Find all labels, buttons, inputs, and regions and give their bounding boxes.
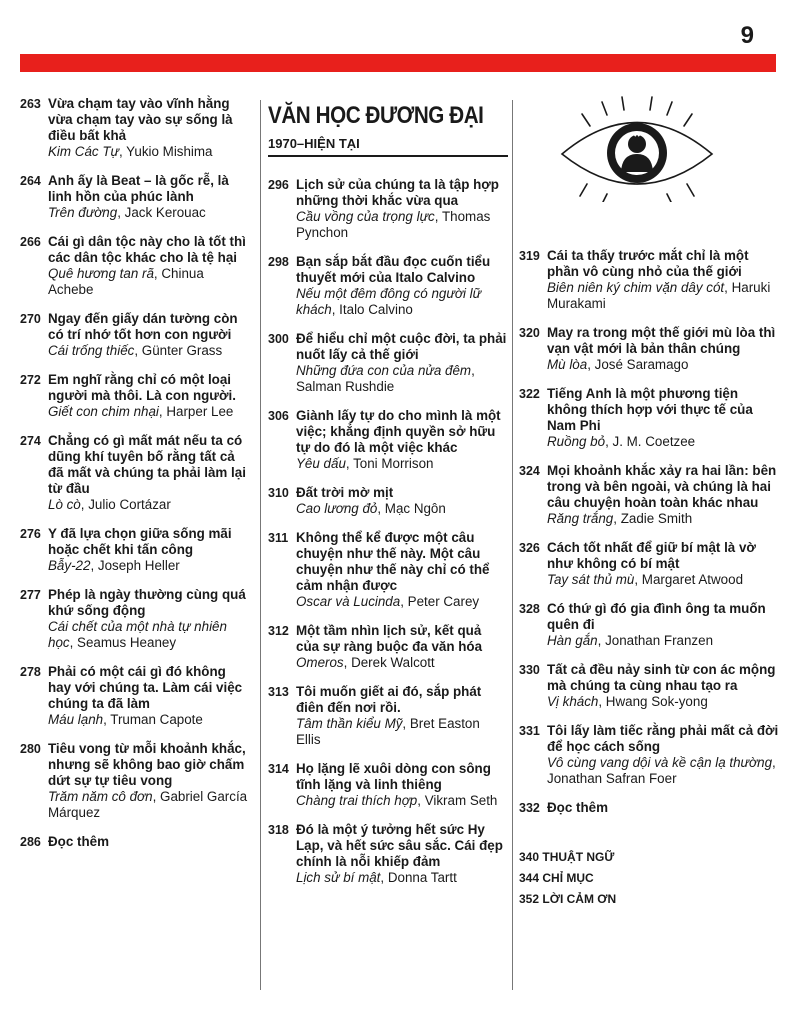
toc-book-title: Oscar và Lucinda xyxy=(296,594,401,609)
toc-entry xyxy=(20,664,252,728)
toc-entry xyxy=(519,723,779,787)
toc-quote: Đó là một ý tưởng hết sức Hy Lạp, và hết sức sâu sắc. Cái đẹp chính là nỗi khiếp đảm xyxy=(296,822,503,869)
back-matter-entry xyxy=(519,850,779,864)
toc-entry xyxy=(519,325,779,373)
toc-quote: Tôi lấy làm tiếc rằng phải mất cả đời để học cách sống xyxy=(547,723,779,754)
toc-book-title: Cái chết của một nhà tự nhiên học xyxy=(48,619,227,650)
toc-quote: Chẳng có gì mất mát nếu ta có dũng khí tuyên bố rằng tất cả đã mất và chúng ta phải làm lại từ đầu xyxy=(48,433,246,496)
toc-page-number: 274 xyxy=(20,434,41,448)
toc-entry xyxy=(20,587,252,651)
toc-author: , Bret Easton Ellis xyxy=(296,716,480,747)
toc-author: , Joseph Heller xyxy=(90,558,180,573)
toc-quote: Em nghĩ rằng chỉ có một loại người mà thôi. Là con người. xyxy=(48,372,236,403)
back-matter-label: LỜI CẢM ƠN xyxy=(542,892,617,906)
toc-book-title: Mù lòa xyxy=(547,357,588,372)
toc-author: , Günter Grass xyxy=(134,343,223,358)
toc-book-title: Omeros xyxy=(296,655,344,670)
toc-page-number: 322 xyxy=(519,387,540,401)
toc-quote: Không thể kể được một câu chuyện như thế này. Một câu chuyện như thế này chỉ có thể cảm nhận được xyxy=(296,530,490,593)
back-matter-label: THUẬT NGỮ xyxy=(542,850,615,864)
toc-author: , Toni Morrison xyxy=(345,456,434,471)
toc-entry xyxy=(20,311,252,359)
toc-author: , Italo Calvino xyxy=(331,302,413,317)
toc-entry xyxy=(268,177,508,241)
toc-entry xyxy=(20,234,252,298)
toc-quote: Anh ấy là Beat – là gốc rễ, là linh hồn của phúc lành xyxy=(48,173,229,204)
back-matter-page: 352 xyxy=(519,892,540,906)
toc-quote: Cách tốt nhất để giữ bí mật là vờ như không có bí mật xyxy=(547,540,756,571)
page-number: 9 xyxy=(740,22,754,49)
toc-quote: Mọi khoảnh khắc xảy ra hai lần: bên trong và bên ngoài, và chúng là hai câu chuyện hoàn toàn khác nhau xyxy=(547,463,777,510)
toc-book-title: Máu lạnh xyxy=(48,712,104,727)
toc-page-number: 306 xyxy=(268,409,289,423)
toc-quote: Cái ta thấy trước mắt chỉ là một phần vô cùng nhỏ của thế giới xyxy=(547,248,749,279)
toc-quote: May ra trong một thế giới mù lòa thì vạn vật mới là bản thân chúng xyxy=(547,325,776,356)
toc-book-title: Yêu dấu xyxy=(296,456,346,471)
toc-book-title: Nếu một đêm đông có người lữ khách xyxy=(296,286,482,317)
toc-book-title: Những đứa con của nửa đêm xyxy=(296,363,472,378)
toc-entry xyxy=(268,684,508,748)
toc-entry xyxy=(268,331,508,395)
toc-quote: Tất cả đều nảy sinh từ con ác mộng mà chúng ta cùng nhau tạo ra xyxy=(547,662,776,693)
toc-quote: Phép là ngày thường cùng quá khứ sống động xyxy=(48,587,246,618)
toc-author: , José Saramago xyxy=(587,357,689,372)
toc-page-number: 278 xyxy=(20,665,41,679)
toc-entry xyxy=(20,173,252,221)
toc-column-2 xyxy=(268,96,508,899)
toc-page-number: 326 xyxy=(519,541,540,555)
toc-page-number: 270 xyxy=(20,312,41,326)
column-divider-right xyxy=(512,100,513,990)
toc-page-number: 266 xyxy=(20,235,41,249)
toc-book-title: Vô cùng vang dội và kề cận lạ thường xyxy=(547,755,773,770)
toc-quote: Giành lấy tự do cho mình là một việc; khẳng định quyền sở hữu tự do đó là một việc khác xyxy=(296,408,501,455)
toc-author: , Julio Cortázar xyxy=(80,497,171,512)
toc-page-number: 310 xyxy=(268,486,289,500)
toc-entry xyxy=(268,822,508,886)
toc-author: , Donna Tartt xyxy=(380,870,457,885)
toc-author: , Thomas Pynchon xyxy=(296,209,491,240)
toc-page-number: 296 xyxy=(268,178,289,192)
toc-entry xyxy=(268,254,508,318)
toc-entry xyxy=(519,463,779,527)
toc-page-number: 272 xyxy=(20,373,41,387)
toc-page-number: 277 xyxy=(20,588,41,602)
toc-page-number: 331 xyxy=(519,724,540,738)
eye-illustration-icon xyxy=(552,96,722,202)
section-title: VĂN HỌC ĐƯƠNG ĐẠI xyxy=(268,102,484,129)
toc-entry xyxy=(519,601,779,649)
toc-list-3 xyxy=(519,248,779,816)
toc-author: , Vikram Seth xyxy=(417,793,498,808)
toc-page-number: 300 xyxy=(268,332,289,346)
toc-author: , Yukio Mishima xyxy=(118,144,213,159)
toc-book-title: Bẫy-22 xyxy=(48,558,91,573)
toc-entry xyxy=(519,540,779,588)
toc-author: , Haruki Murakami xyxy=(547,280,771,311)
toc-entry xyxy=(268,485,508,517)
toc-quote: Đọc thêm xyxy=(547,800,609,815)
toc-book-title: Ruồng bỏ xyxy=(547,434,606,449)
toc-column-3 xyxy=(519,248,779,913)
back-matter-page: 340 xyxy=(519,850,540,864)
toc-entry xyxy=(268,761,508,809)
toc-quote: Đất trời mờ mịt xyxy=(296,485,394,500)
toc-entry xyxy=(20,372,252,420)
toc-page-number: 298 xyxy=(268,255,289,269)
toc-quote: Tiêu vong từ mỗi khoảnh khắc, nhưng sẽ không bao giờ chấm dứt sự tự tiêu vong xyxy=(48,741,246,788)
toc-quote: Vừa chạm tay vào vĩnh hằng vừa chạm tay vào sự sống là điều bất khả xyxy=(48,96,233,143)
toc-quote: Tôi muốn giết ai đó, sắp phát điên đến nơi rồi. xyxy=(296,684,482,715)
toc-book-title: Trăm năm cô đơn xyxy=(48,789,153,804)
toc-page-number: 319 xyxy=(519,249,540,263)
toc-list-2 xyxy=(268,177,508,886)
toc-entry xyxy=(20,741,252,821)
back-matter-page: 344 xyxy=(519,871,540,885)
toc-quote: Ngay đến giấy dán tường còn có trí nhớ tốt hơn con người xyxy=(48,311,238,342)
toc-author: , Hwang Sok-yong xyxy=(598,694,708,709)
toc-entry xyxy=(20,526,252,574)
toc-page-number: 280 xyxy=(20,742,41,756)
toc-entry xyxy=(519,800,779,816)
toc-author: , Chinua Achebe xyxy=(48,266,204,297)
toc-entry xyxy=(519,662,779,710)
toc-author: , Mạc Ngôn xyxy=(377,501,446,516)
toc-book-title: Lịch sử bí mật xyxy=(296,870,381,885)
toc-entry xyxy=(20,96,252,160)
toc-page-number: 311 xyxy=(268,531,289,545)
toc-book-title: Tay sát thủ mù xyxy=(547,572,635,587)
toc-column-1 xyxy=(20,96,252,863)
toc-book-title: Quê hương tan rã xyxy=(48,266,154,281)
toc-author: , Truman Capote xyxy=(103,712,203,727)
toc-quote: Tiếng Anh là một phương tiện không thích hợp với thực tế của Nam Phi xyxy=(547,386,753,433)
back-matter-entry xyxy=(519,892,779,906)
toc-book-title: Cao lương đỏ xyxy=(296,501,378,516)
back-matter-list xyxy=(519,850,779,906)
toc-author: , Jonathan Franzen xyxy=(597,633,714,648)
toc-page-number: 318 xyxy=(268,823,289,837)
toc-quote: Y đã lựa chọn giữa sống mãi hoặc chết khi tấn công xyxy=(48,526,232,557)
back-matter-entry xyxy=(519,871,779,885)
toc-quote: Để hiểu chỉ một cuộc đời, ta phải nuốt lấy cả thế giới xyxy=(296,331,507,362)
toc-page-number: 263 xyxy=(20,97,41,111)
toc-quote: Một tầm nhìn lịch sử, kết quả của sự ràng buộc đa văn hóa xyxy=(296,623,483,654)
toc-page-number: 314 xyxy=(268,762,289,776)
toc-page-number: 264 xyxy=(20,174,41,188)
toc-quote: Họ lặng lẽ xuôi dòng con sông tĩnh lặng và linh thiêng xyxy=(296,761,491,792)
toc-entry xyxy=(519,248,779,312)
toc-quote: Phải có một cái gì đó không hay với chúng ta. Làm cái việc chúng ta đã làm xyxy=(48,664,243,711)
toc-page-number: 332 xyxy=(519,801,540,815)
toc-quote: Lịch sử của chúng ta là tập hợp những thời khắc vừa qua xyxy=(296,177,499,208)
toc-page-number: 313 xyxy=(268,685,289,699)
toc-entry xyxy=(20,834,252,850)
toc-author: , Derek Walcott xyxy=(343,655,435,670)
toc-book-title: Răng trắng xyxy=(547,511,614,526)
toc-book-title: Trên đường xyxy=(48,205,118,220)
toc-entry xyxy=(20,433,252,513)
toc-entry xyxy=(268,623,508,671)
toc-author: , Jack Kerouac xyxy=(117,205,206,220)
toc-book-title: Giết con chim nhại xyxy=(48,404,159,419)
toc-author: , Salman Rushdie xyxy=(296,363,475,394)
toc-entry xyxy=(268,530,508,610)
section-subtitle: 1970–HIỆN TẠI xyxy=(268,136,508,157)
toc-page-number: 324 xyxy=(519,464,540,478)
red-header-bar xyxy=(20,54,776,72)
toc-entry xyxy=(268,408,508,472)
column-divider-left xyxy=(260,100,261,990)
toc-book-title: Cầu vồng của trọng lực xyxy=(296,209,435,224)
toc-quote: Có thứ gì đó gia đình ông ta muốn quên đi xyxy=(547,601,766,632)
toc-book-title: Vị khách xyxy=(547,694,599,709)
toc-book-title: Kim Các Tự xyxy=(48,144,119,159)
toc-book-title: Cái trống thiếc xyxy=(48,343,135,358)
toc-author: , Peter Carey xyxy=(400,594,480,609)
toc-author: , J. M. Coetzee xyxy=(605,434,696,449)
toc-book-title: Biên niên ký chim vặn dây cót xyxy=(547,280,725,295)
toc-author: , Harper Lee xyxy=(158,404,234,419)
toc-page-number: 276 xyxy=(20,527,41,541)
toc-author: , Gabriel García Márquez xyxy=(48,789,248,820)
toc-author: , Seamus Heaney xyxy=(69,635,177,650)
toc-entry xyxy=(519,386,779,450)
toc-author: , Margaret Atwood xyxy=(634,572,744,587)
toc-page-number: 312 xyxy=(268,624,289,638)
toc-quote: Đọc thêm xyxy=(48,834,110,849)
toc-book-title: Chàng trai thích hợp xyxy=(296,793,418,808)
toc-quote: Cái gì dân tộc này cho là tốt thì các dân tộc khác cho là tệ hại xyxy=(48,234,246,265)
back-matter-label: CHỈ MỤC xyxy=(542,871,594,885)
toc-book-title: Lò cò xyxy=(48,497,81,512)
toc-quote: Bạn sắp bắt đầu đọc cuốn tiểu thuyết mới của Italo Calvino xyxy=(296,254,491,285)
toc-page-number: 320 xyxy=(519,326,540,340)
toc-author: , Jonathan Safran Foer xyxy=(547,755,776,786)
toc-author: , Zadie Smith xyxy=(613,511,693,526)
toc-page-number: 330 xyxy=(519,663,540,677)
toc-book-title: Hàn gắn xyxy=(547,633,598,648)
toc-book-title: Tâm thần kiểu Mỹ xyxy=(296,716,403,731)
toc-page-number: 286 xyxy=(20,835,41,849)
toc-page-number: 328 xyxy=(519,602,540,616)
